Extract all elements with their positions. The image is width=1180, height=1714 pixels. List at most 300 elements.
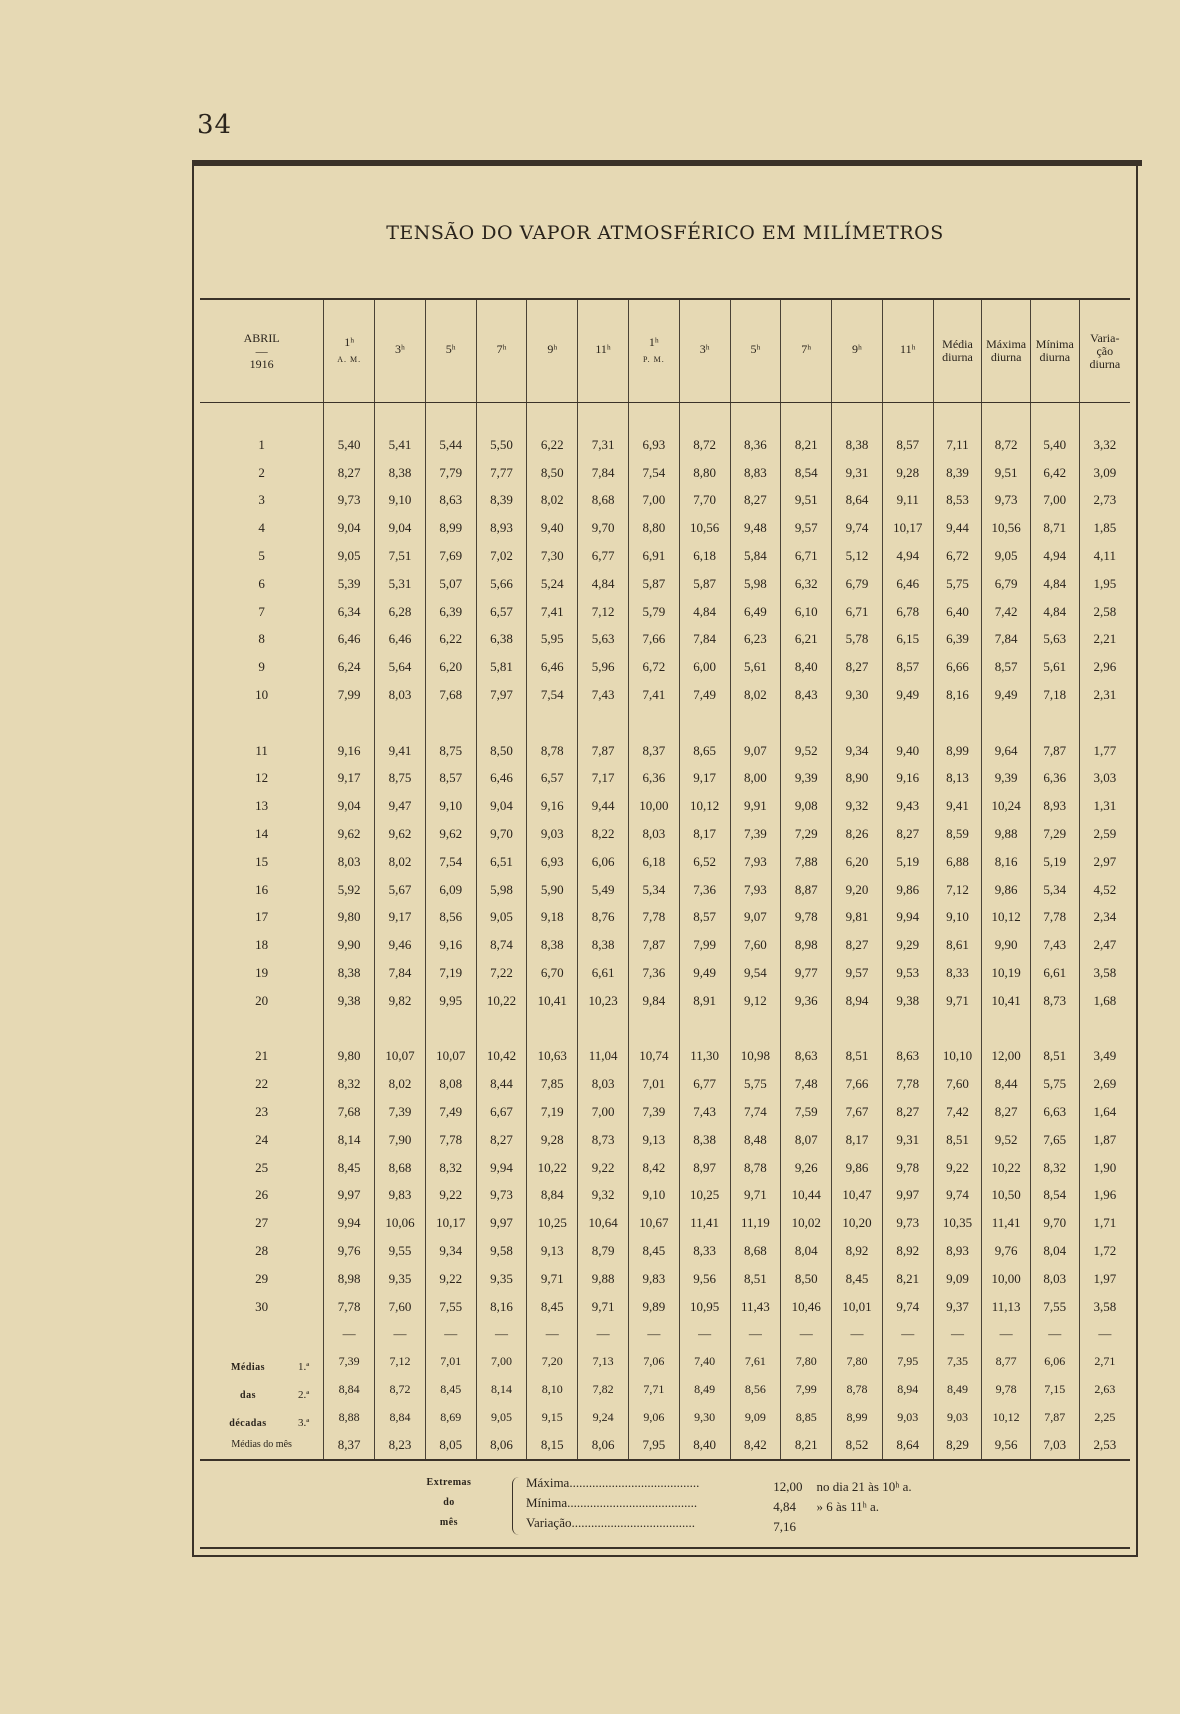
value-cell: 8,73	[1030, 987, 1079, 1015]
spacer-cell	[425, 1015, 476, 1043]
value-cell: 8,93	[476, 514, 527, 542]
value-cell: 7,54	[527, 681, 578, 709]
value-cell: 9,13	[527, 1237, 578, 1265]
day-number: 19	[255, 964, 269, 980]
value-cell: 9,64	[982, 737, 1031, 765]
decade-mean-value: 10,12	[982, 1404, 1031, 1432]
value-cell: 8,04	[1030, 1237, 1079, 1265]
dash-mark: —	[1048, 1326, 1062, 1342]
value-cell: 5,75	[933, 570, 982, 598]
dash-mark: —	[545, 1326, 559, 1342]
value-cell: 5,41	[375, 431, 426, 459]
value-cell: 10,64	[578, 1209, 629, 1237]
value-cell: 10,00	[628, 792, 679, 820]
month-mean-value: 8,64	[882, 1431, 933, 1460]
value-cell: 7,00	[628, 486, 679, 514]
value-cell: 7,48	[781, 1070, 832, 1098]
decade-mean-value: 8,45	[425, 1376, 476, 1404]
hour-label: 1ʰ	[648, 335, 659, 349]
extreme-min	[526, 1495, 879, 1515]
value-cell: 9,83	[375, 1181, 426, 1209]
value-cell: 9,95	[425, 987, 476, 1015]
decade-mean-value: 8,49	[933, 1376, 982, 1404]
value-cell: 8,27	[324, 459, 375, 487]
value-cell: 10,50	[982, 1181, 1031, 1209]
decade-label-word: décadas	[229, 1418, 267, 1430]
value-cell: 7,39	[730, 820, 781, 848]
stat-header-line: diurna	[1089, 356, 1121, 371]
spacer-cell	[527, 1015, 578, 1043]
value-cell: 8,57	[425, 764, 476, 792]
value-cell: 1,87	[1079, 1126, 1130, 1154]
value-cell: 8,03	[628, 820, 679, 848]
value-cell: 4,84	[1030, 570, 1079, 598]
dash-row	[200, 1320, 1130, 1348]
header-month: ABRIL	[243, 330, 280, 345]
day-number: 30	[255, 1298, 269, 1314]
value-cell: 9,07	[730, 737, 781, 765]
value-cell: 10,46	[781, 1293, 832, 1321]
value-cell: 7,29	[781, 820, 832, 848]
value-cell: 7,41	[628, 681, 679, 709]
value-cell: 5,24	[527, 570, 578, 598]
value-cell: 7,90	[375, 1126, 426, 1154]
hour-label: 5ʰ	[750, 341, 761, 356]
dash-cell	[578, 1320, 629, 1348]
dash-mark: —	[596, 1326, 610, 1342]
value-cell: 7,43	[578, 681, 629, 709]
value-cell: 9,29	[882, 931, 933, 959]
value-cell: 8,36	[730, 431, 781, 459]
value-cell: 8,27	[832, 931, 883, 959]
day-number: 23	[255, 1103, 269, 1119]
value-cell: 8,50	[527, 459, 578, 487]
spacer-cell	[527, 709, 578, 737]
value-cell: 10,25	[679, 1181, 730, 1209]
value-cell: 9,43	[882, 792, 933, 820]
value-cell: 1,68	[1079, 987, 1130, 1015]
value-cell: 8,91	[679, 987, 730, 1015]
table-row	[200, 931, 1130, 959]
table-row	[200, 987, 1130, 1015]
value-cell: 8,75	[375, 764, 426, 792]
value-cell: 7,29	[1030, 820, 1079, 848]
value-cell: 4,84	[679, 598, 730, 626]
value-cell: 7,39	[375, 1098, 426, 1126]
value-cell: 7,84	[578, 459, 629, 487]
hour-label: 11ʰ	[900, 341, 916, 356]
value-cell: 8,21	[882, 1265, 933, 1293]
value-cell: 6,06	[578, 848, 629, 876]
month-mean-value: 8,05	[425, 1431, 476, 1460]
extreme-max-name: Máxima........................................	[526, 1475, 700, 1490]
table-row	[200, 598, 1130, 626]
day-number: 2	[258, 464, 265, 480]
value-cell: 8,51	[933, 1126, 982, 1154]
stat-header-line: ção	[1096, 343, 1114, 358]
day-number: 21	[255, 1048, 269, 1064]
day-number: 28	[255, 1242, 269, 1258]
value-cell: 5,40	[1030, 431, 1079, 459]
spacer-cell	[982, 1015, 1031, 1043]
value-cell: 9,97	[324, 1181, 375, 1209]
value-cell: 7,93	[730, 876, 781, 904]
month-mean-value: 8,15	[527, 1431, 578, 1460]
spacer-cell	[933, 1015, 982, 1043]
value-cell: 5,87	[628, 570, 679, 598]
value-cell: 8,64	[832, 486, 883, 514]
value-cell: 10,47	[832, 1181, 883, 1209]
value-cell: 8,76	[578, 903, 629, 931]
value-cell: 6,18	[628, 848, 679, 876]
header-dash: —	[255, 343, 268, 358]
value-cell: 8,93	[1030, 792, 1079, 820]
value-cell: 7,60	[730, 931, 781, 959]
value-cell: 8,63	[882, 1042, 933, 1070]
value-cell: 8,56	[425, 903, 476, 931]
value-cell: 10,19	[982, 959, 1031, 987]
dash-mark: —	[1098, 1326, 1112, 1342]
value-cell: 8,90	[832, 764, 883, 792]
value-cell: 6,78	[882, 598, 933, 626]
value-cell: 9,31	[832, 459, 883, 487]
value-cell: 9,73	[882, 1209, 933, 1237]
value-cell: 10,00	[982, 1265, 1031, 1293]
value-cell: 6,57	[476, 598, 527, 626]
value-cell: 8,53	[933, 486, 982, 514]
value-cell: 7,79	[425, 459, 476, 487]
spacer-cell	[578, 709, 629, 737]
hour-label: 5ʰ	[445, 341, 456, 356]
spacer-cell	[882, 403, 933, 431]
value-cell: 10,23	[578, 987, 629, 1015]
spacer-cell	[324, 1015, 375, 1043]
value-cell: 10,25	[527, 1209, 578, 1237]
value-cell: 9,90	[324, 931, 375, 959]
decade-mean-value: 8,14	[476, 1376, 527, 1404]
month-mean-value: 8,52	[832, 1431, 883, 1460]
stat-header-line: Média	[942, 337, 973, 351]
value-cell: 9,10	[933, 903, 982, 931]
value-cell: 7,17	[578, 764, 629, 792]
value-cell: 7,12	[933, 876, 982, 904]
value-cell: 9,80	[324, 1042, 375, 1070]
value-cell: 7,22	[476, 959, 527, 987]
value-cell: 9,41	[933, 792, 982, 820]
decade-mean-value: 7,39	[324, 1348, 375, 1376]
value-cell: 9,38	[324, 987, 375, 1015]
value-cell: 5,95	[527, 625, 578, 653]
value-cell: 9,08	[781, 792, 832, 820]
value-cell: 2,69	[1079, 1070, 1130, 1098]
value-cell: 5,34	[1030, 876, 1079, 904]
day-number: 8	[258, 631, 265, 647]
value-cell: 7,99	[679, 931, 730, 959]
value-cell: 1,90	[1079, 1154, 1130, 1182]
value-cell: 7,30	[527, 542, 578, 570]
value-cell: 5,98	[730, 570, 781, 598]
value-cell: 6,49	[730, 598, 781, 626]
value-cell: 9,18	[527, 903, 578, 931]
value-cell: 8,02	[730, 681, 781, 709]
value-cell: 9,05	[476, 903, 527, 931]
extremes-label-3: mês	[439, 1517, 459, 1528]
value-cell: 8,38	[679, 1126, 730, 1154]
value-cell: 2,97	[1079, 848, 1130, 876]
value-cell: 1,72	[1079, 1237, 1130, 1265]
value-cell: 9,97	[882, 1181, 933, 1209]
value-cell: 8,51	[832, 1042, 883, 1070]
spacer-cell	[476, 709, 527, 737]
value-cell: 8,78	[527, 737, 578, 765]
value-cell: 8,63	[781, 1042, 832, 1070]
value-cell: 9,77	[781, 959, 832, 987]
extreme-min-info: » 6 às 11ʰ a.	[816, 1499, 880, 1514]
decade-mean-value: 2,25	[1079, 1404, 1130, 1432]
table-row	[200, 848, 1130, 876]
value-cell: 7,31	[578, 431, 629, 459]
value-cell: 8,02	[527, 486, 578, 514]
value-cell: 6,46	[882, 570, 933, 598]
value-cell: 9,20	[832, 876, 883, 904]
spacer-cell	[982, 403, 1031, 431]
value-cell: 6,93	[527, 848, 578, 876]
page-number: 34	[197, 110, 233, 140]
value-cell: 7,49	[425, 1098, 476, 1126]
dash-mark: —	[850, 1326, 864, 1342]
spacer-cell	[781, 1015, 832, 1043]
decade-mean-value: 8,69	[425, 1404, 476, 1432]
value-cell: 9,56	[679, 1265, 730, 1293]
value-cell: 5,49	[578, 876, 629, 904]
hour-label: 9ʰ	[547, 341, 558, 356]
value-cell: 5,81	[476, 653, 527, 681]
value-cell: 9,46	[375, 931, 426, 959]
value-cell: 5,31	[375, 570, 426, 598]
value-cell: 10,17	[882, 514, 933, 542]
value-cell: 9,73	[324, 486, 375, 514]
spacer-cell	[375, 1015, 426, 1043]
value-cell: 7,41	[527, 598, 578, 626]
value-cell: 8,45	[832, 1265, 883, 1293]
spacer-cell	[200, 709, 324, 737]
value-cell: 6,51	[476, 848, 527, 876]
bottom-rule	[200, 1547, 1130, 1549]
spacer-cell	[200, 1015, 324, 1043]
decade-mean-value: 7,95	[882, 1348, 933, 1376]
decade-mean-value: 7,20	[527, 1348, 578, 1376]
value-cell: 7,36	[628, 959, 679, 987]
decade-mean-value: 7,80	[781, 1348, 832, 1376]
value-cell: 5,12	[832, 542, 883, 570]
value-cell: 10,95	[679, 1293, 730, 1321]
value-cell: 3,03	[1079, 764, 1130, 792]
value-cell: 2,21	[1079, 625, 1130, 653]
value-cell: 9,37	[933, 1293, 982, 1321]
decade-mean-value: 8,84	[375, 1404, 426, 1432]
table-row	[200, 514, 1130, 542]
spacer-row	[200, 403, 1130, 431]
value-cell: 5,39	[324, 570, 375, 598]
spacer-cell	[982, 709, 1031, 737]
decade-mean-value: 9,05	[476, 1404, 527, 1432]
value-cell: 9,54	[730, 959, 781, 987]
value-cell: 9,04	[476, 792, 527, 820]
decade-mean-value: 8,72	[375, 1376, 426, 1404]
value-cell: 8,33	[679, 1237, 730, 1265]
month-mean-value: 8,06	[578, 1431, 629, 1460]
dash-cell	[679, 1320, 730, 1348]
value-cell: 8,57	[882, 431, 933, 459]
value-cell: 9,83	[628, 1265, 679, 1293]
spacer-cell	[324, 709, 375, 737]
spacer-cell	[578, 1015, 629, 1043]
value-cell: 9,28	[882, 459, 933, 487]
value-cell: 3,58	[1079, 1293, 1130, 1321]
spacer-cell	[882, 709, 933, 737]
hour-label: 11ʰ	[595, 341, 611, 356]
value-cell: 5,19	[882, 848, 933, 876]
value-cell: 7,78	[425, 1126, 476, 1154]
value-cell: 10,06	[375, 1209, 426, 1237]
decade-label-wrap	[200, 1410, 323, 1430]
value-cell: 6,46	[324, 625, 375, 653]
value-cell: 8,16	[982, 848, 1031, 876]
value-cell: 8,40	[781, 653, 832, 681]
table-row	[200, 903, 1130, 931]
value-cell: 8,79	[578, 1237, 629, 1265]
value-cell: 9,88	[578, 1265, 629, 1293]
value-cell: 8,22	[578, 820, 629, 848]
spacer-cell	[628, 403, 679, 431]
value-cell: 6,40	[933, 598, 982, 626]
value-cell: 9,26	[781, 1154, 832, 1182]
value-cell: 9,88	[982, 820, 1031, 848]
value-cell: 8,50	[781, 1265, 832, 1293]
value-cell: 9,71	[933, 987, 982, 1015]
month-mean-value: 7,03	[1030, 1431, 1079, 1460]
value-cell: 8,02	[375, 1070, 426, 1098]
month-mean-value: 8,06	[476, 1431, 527, 1460]
hour-header	[425, 300, 476, 403]
month-mean-value: 8,29	[933, 1431, 982, 1460]
value-cell: 7,84	[982, 625, 1031, 653]
value-cell: 8,38	[375, 459, 426, 487]
value-cell: 7,66	[832, 1070, 883, 1098]
table-row	[200, 1070, 1130, 1098]
dash-cell	[1030, 1320, 1079, 1348]
stat-header-line: Varia-	[1090, 330, 1120, 345]
value-cell: 8,43	[781, 681, 832, 709]
value-cell: 10,02	[781, 1209, 832, 1237]
value-cell: 10,07	[425, 1042, 476, 1070]
value-cell: 10,63	[527, 1042, 578, 1070]
value-cell: 6,42	[1030, 459, 1079, 487]
decade-mean-value: 9,03	[933, 1404, 982, 1432]
day-number: 13	[255, 798, 269, 814]
value-cell: 8,17	[679, 820, 730, 848]
value-cell: 8,16	[933, 681, 982, 709]
value-cell: 7,70	[679, 486, 730, 514]
hour-label: 9ʰ	[852, 341, 862, 356]
stat-header	[1030, 300, 1079, 403]
decade-label-wrap	[200, 1382, 323, 1402]
value-cell: 10,41	[527, 987, 578, 1015]
dash-mark: —	[495, 1326, 509, 1342]
table-row	[200, 486, 1130, 514]
value-cell: 9,22	[425, 1265, 476, 1293]
value-cell: 7,78	[1030, 903, 1079, 931]
value-cell: 11,41	[679, 1209, 730, 1237]
value-cell: 6,24	[324, 653, 375, 681]
decade-mean-value: 7,00	[476, 1348, 527, 1376]
value-cell: 7,55	[425, 1293, 476, 1321]
value-cell: 8,68	[730, 1237, 781, 1265]
day-number: 10	[255, 686, 269, 702]
table-row	[200, 1181, 1130, 1209]
decade-mean-value: 8,10	[527, 1376, 578, 1404]
value-cell: 9,35	[476, 1265, 527, 1293]
day-number: 27	[255, 1215, 269, 1231]
value-cell: 8,57	[982, 653, 1031, 681]
dash-mark: —	[698, 1326, 712, 1342]
value-cell: 9,44	[933, 514, 982, 542]
value-cell: 8,33	[933, 959, 982, 987]
value-cell: 4,84	[578, 570, 629, 598]
value-cell: 8,50	[476, 737, 527, 765]
value-cell: 7,19	[527, 1098, 578, 1126]
value-cell: 7,84	[375, 959, 426, 987]
value-cell: 5,78	[832, 625, 883, 653]
value-cell: 10,22	[982, 1154, 1031, 1182]
table-row	[200, 1293, 1130, 1321]
month-mean-value: 8,23	[375, 1431, 426, 1460]
value-cell: 9,05	[982, 542, 1031, 570]
hour-label: 7ʰ	[496, 341, 507, 356]
value-cell: 6,22	[527, 431, 578, 459]
day-number: 17	[255, 909, 269, 925]
value-cell: 6,93	[628, 431, 679, 459]
day-number: 18	[255, 937, 269, 953]
value-cell: 8,92	[882, 1237, 933, 1265]
value-cell: 9,34	[832, 737, 883, 765]
decade-mean-value: 7,40	[679, 1348, 730, 1376]
spacer-cell	[476, 1015, 527, 1043]
day-number: 25	[255, 1159, 269, 1175]
month-mean-row	[200, 1431, 1130, 1460]
value-cell: 8,99	[933, 737, 982, 765]
decade-mean-value: 9,09	[730, 1404, 781, 1432]
dash-cell	[882, 1320, 933, 1348]
value-cell: 9,05	[324, 542, 375, 570]
extreme-min-name: Mínima........................................	[526, 1495, 698, 1510]
value-cell: 9,90	[982, 931, 1031, 959]
value-cell: 8,45	[628, 1237, 679, 1265]
extreme-variation-name: Variação......................................	[526, 1515, 695, 1530]
value-cell: 7,00	[1030, 486, 1079, 514]
decade-mean-value: 9,15	[527, 1404, 578, 1432]
table-row	[200, 1098, 1130, 1126]
spacer-cell	[1030, 1015, 1079, 1043]
value-cell: 9,39	[781, 764, 832, 792]
value-cell: 9,10	[628, 1181, 679, 1209]
hour-header	[781, 300, 832, 403]
value-cell: 5,61	[730, 653, 781, 681]
decade-label-wrap	[200, 1354, 323, 1374]
value-cell: 2,59	[1079, 820, 1130, 848]
value-cell: 6,72	[933, 542, 982, 570]
table-title: TENSÃO DO VAPOR ATMOSFÉRICO EM MILÍMETROS	[386, 222, 944, 244]
